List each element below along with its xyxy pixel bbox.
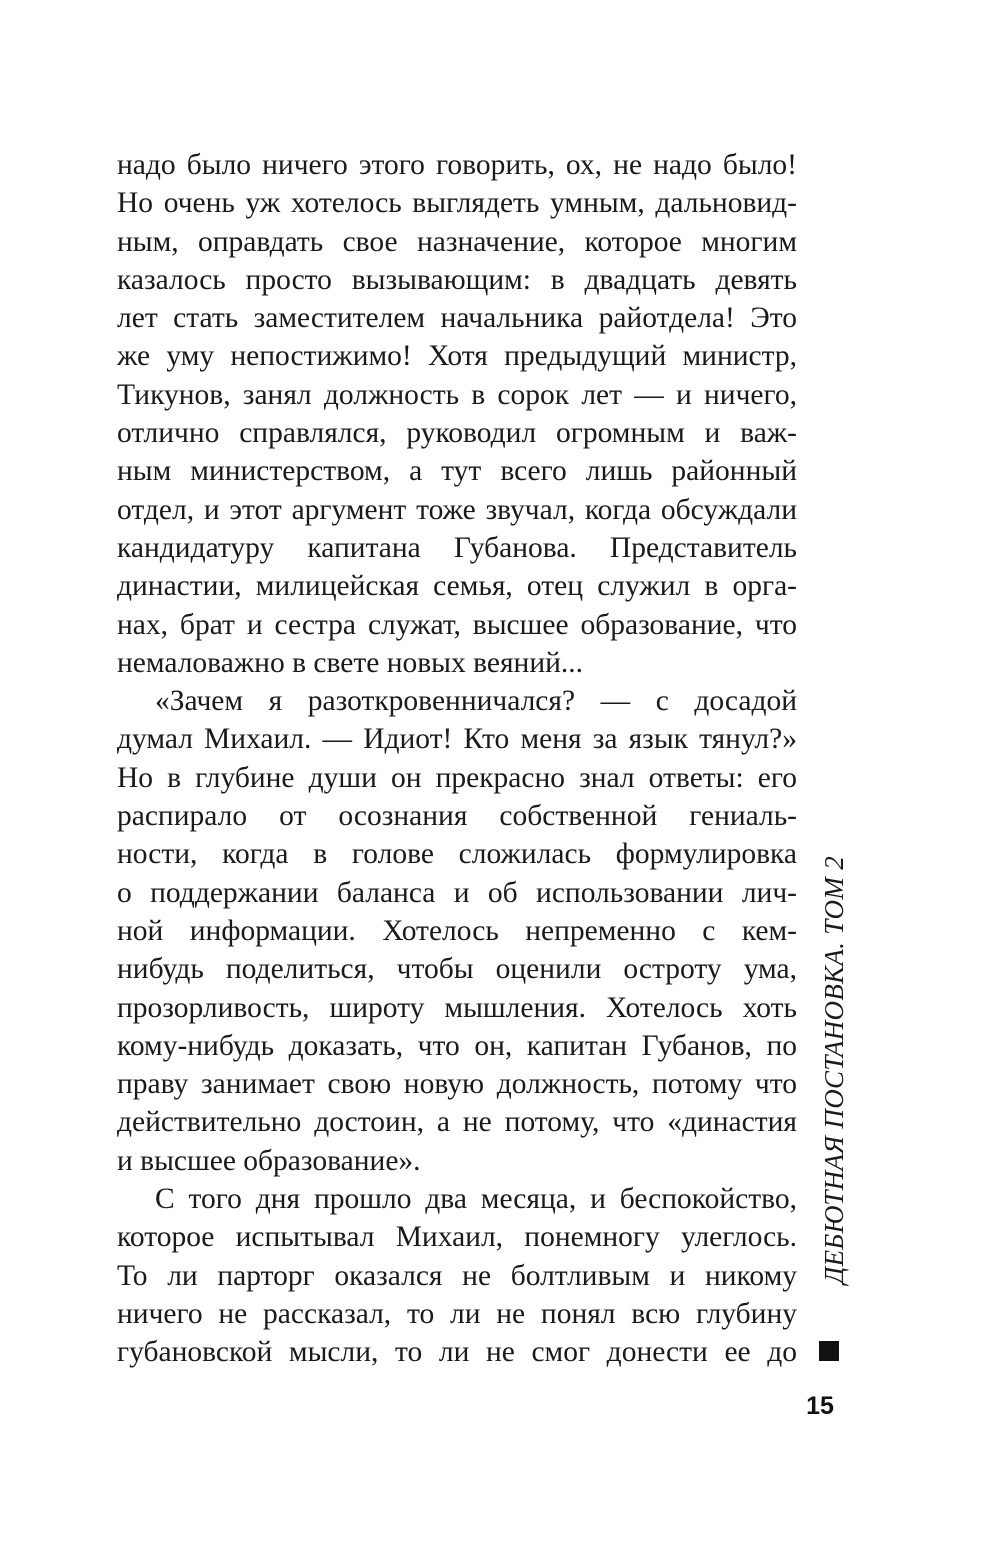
text-line: С того дня прошло два месяца, и беспокойство, — [155, 1183, 797, 1216]
text-line: ничего не рассказал, то ли не понял всю глубину — [117, 1297, 797, 1330]
text-line: ности, когда в голове сложилась формулировка — [117, 838, 797, 871]
text-line: ным министерством, а тут всего лишь районный — [117, 455, 797, 488]
text-line: же уму непостижимо! Хотя предыдущий министр, — [117, 340, 797, 373]
square-marker-icon — [819, 1341, 839, 1361]
text-line: Тикунов, занял должность в сорок лет — и ничего, — [117, 378, 797, 411]
text-line: праву занимает свою новую должность, потому что — [117, 1068, 797, 1101]
text-line: То ли парторг оказался не болтливым и никому — [117, 1259, 797, 1292]
body-text — [117, 146, 797, 1372]
text-line: отдел, и этот аргумент тоже звучал, когда обсуждали — [117, 493, 797, 526]
text-line: и высшее образование». — [117, 1144, 421, 1177]
text-line: Но очень уж хотелось выглядеть умным, дальновид- — [117, 187, 797, 220]
text-line: ным, оправдать свое назначение, которое многим — [117, 225, 797, 258]
text-line: казалось просто вызывающим: в двадцать девять — [117, 263, 797, 296]
text-line: прозорливость, широту мышления. Хотелось хоть — [117, 991, 797, 1024]
text-line: распирало от осознания собственной гениаль- — [117, 800, 797, 833]
text-line: ной информации. Хотелось непременно с кем- — [117, 914, 797, 947]
running-head: ДЕБЮТНАЯ ПОСТАНОВКА. ТОМ 2 — [819, 856, 849, 1284]
text-line: которое испытывал Михаил, понемногу улеглось. — [117, 1221, 797, 1254]
text-line: немаловажно в свете новых веяний... — [117, 646, 584, 679]
text-line: кому-нибудь доказать, что он, капитан Губанов, по — [117, 1029, 797, 1062]
text-line: о поддержании баланса и об использовании лич- — [117, 876, 797, 909]
text-line: губановской мысли, то ли не смог донести ее до — [117, 1336, 797, 1369]
text-line: отлично справлялся, руководил огромным и важ- — [117, 417, 797, 450]
text-line: думал Михаил. — Идиот! Кто меня за язык тянул?» — [117, 723, 797, 756]
text-line: «Зачем я разоткровенничался? — с досадой — [155, 685, 797, 718]
text-line: нибудь поделиться, чтобы оценили остроту ума, — [117, 953, 797, 986]
text-line: нах, брат и сестра служат, высшее образование, что — [117, 608, 797, 641]
text-line: действительно достоин, а не потому, что «династия — [117, 1106, 797, 1139]
text-line: надо было ничего этого говорить, ох, не надо было! — [117, 149, 797, 181]
page-number: 15 — [806, 1392, 834, 1420]
text-line: династии, милицейская семья, отец служил в орга- — [117, 570, 797, 603]
text-line: Но в глубине души он прекрасно знал ответы: его — [117, 761, 797, 794]
text-line: лет стать заместителем начальника райотдела! Это — [117, 302, 797, 335]
text-line: кандидатуру капитана Губанова. Представитель — [117, 531, 797, 564]
